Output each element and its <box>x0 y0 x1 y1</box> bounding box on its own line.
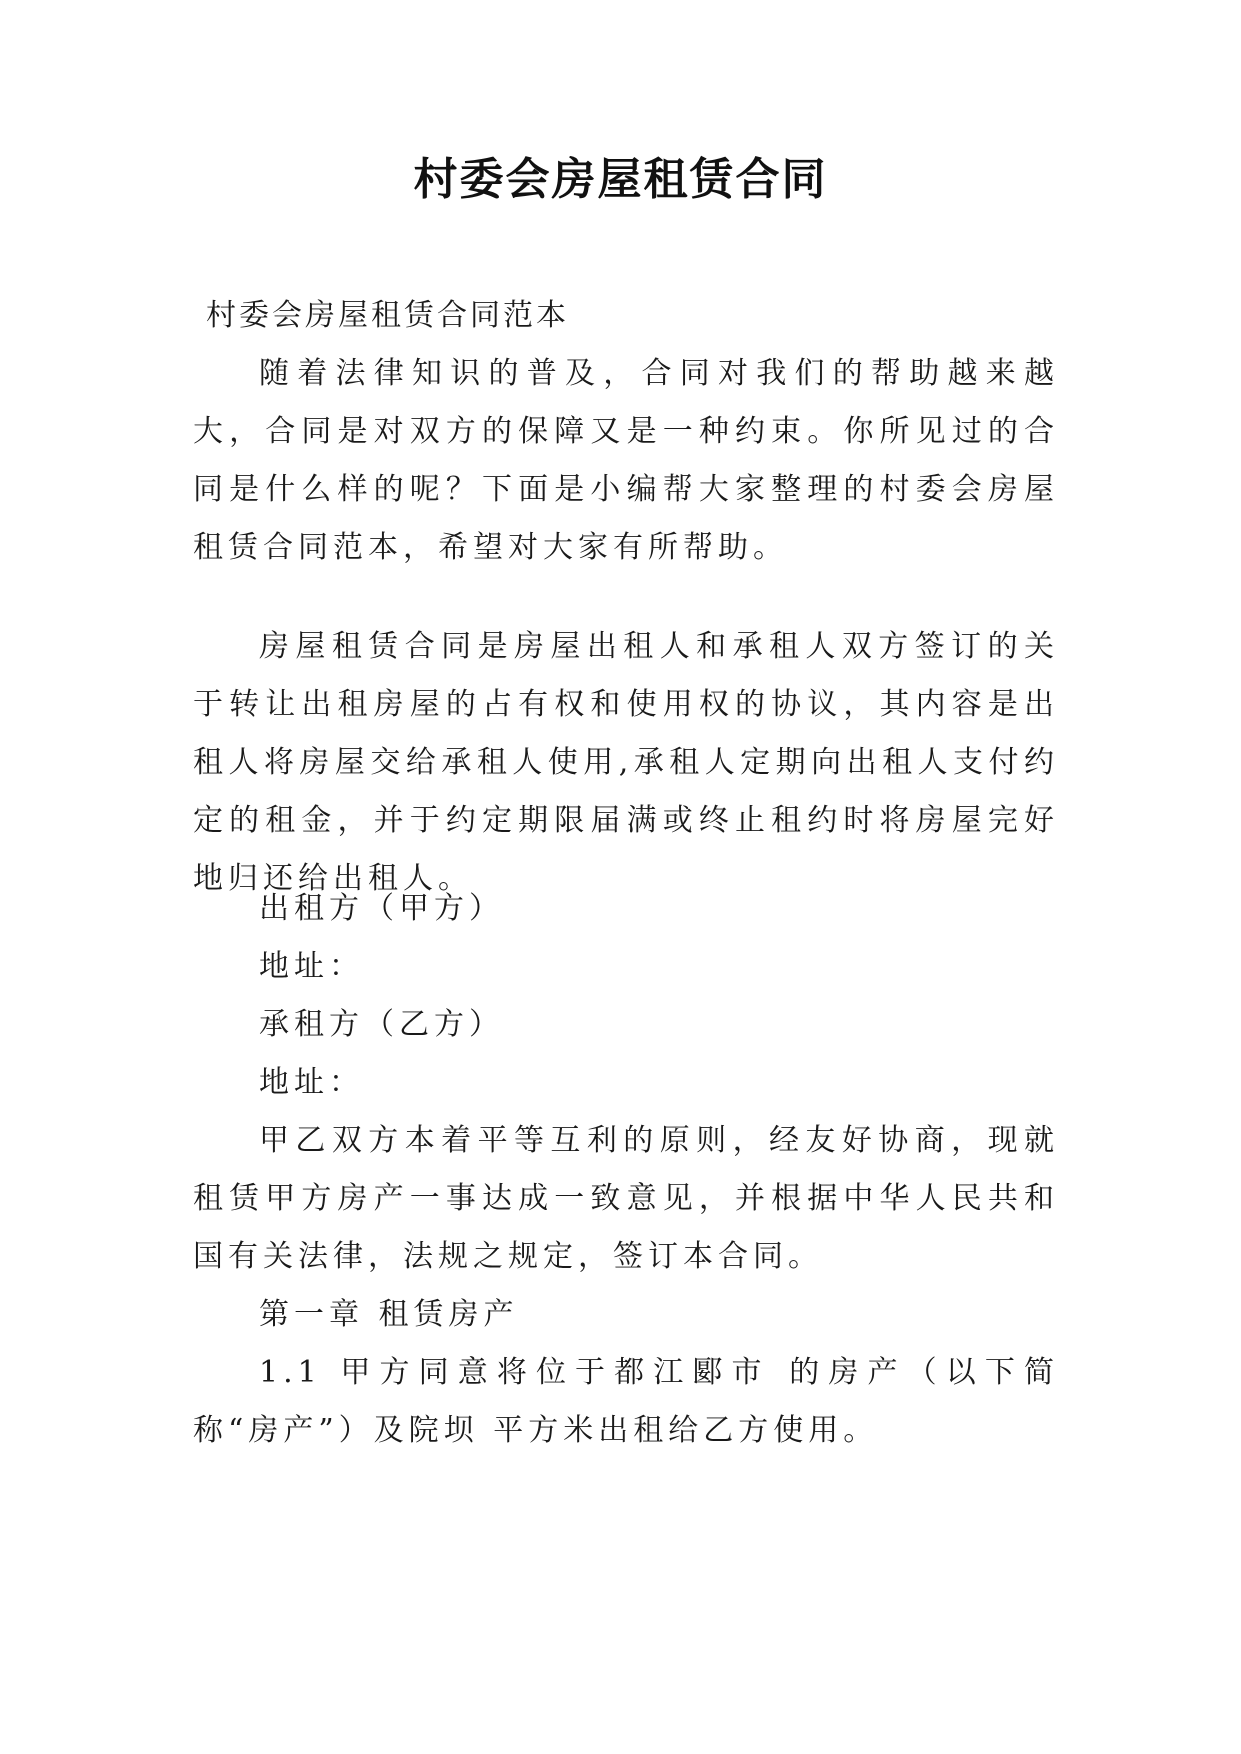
lessor-label: 出租方（甲方） <box>259 891 504 926</box>
chapter-1-heading: 第一章 租赁房产 <box>259 1297 519 1332</box>
lessee-address: 地址： <box>259 1065 364 1100</box>
intro-paragraph: 随着法律知识的普及，合同对我们的帮助越来越大，合同是对双方的保障又是一种约束。你所见过的合同是什么样的呢？下面是小编帮大家整理的村委会房屋租赁合同范本，希望对大家有所帮助。 <box>193 356 1059 565</box>
document-subtitle: 村委会房屋租赁合同范本 <box>206 298 569 333</box>
lessor-address: 地址： <box>259 949 364 984</box>
lessee-label: 承租方（乙方） <box>259 1007 504 1042</box>
agreement-paragraph: 甲乙双方本着平等互利的原则，经友好协商，现就租赁甲方房产一事达成一致意见，并根据中华人民共和国有关法律，法规之规定，签订本合同。 <box>193 1123 1059 1274</box>
definition-paragraph: 房屋租赁合同是房屋出租人和承租人双方签订的关于转让出租房屋的占有权和使用权的协议，其内容是出租人将房屋交给承租人使用,承租人定期向出租人支付约定的租金，并于约定期限届满或终止租约时将房屋完好地归还给出租人。 <box>193 629 1059 896</box>
clause-1-1: 1.1 甲方同意将位于都江郾市 的房产（以下简称“房产”）及院坝 平方米出租给乙方使用。 <box>193 1355 1059 1448</box>
document-title: 村委会房屋租赁合同 <box>413 154 828 205</box>
